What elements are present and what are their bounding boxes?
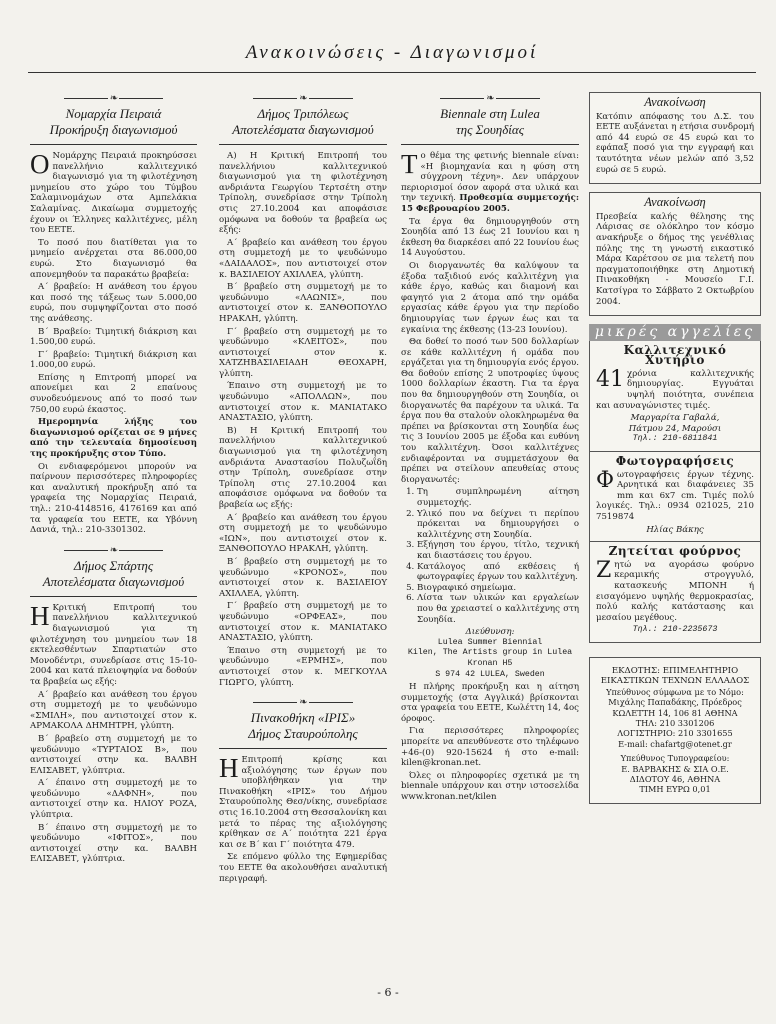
imprint-line: Μιχάλης Παπαδάκης, Πρόεδρος bbox=[608, 697, 742, 708]
classified-ad bbox=[589, 452, 761, 542]
ad-text bbox=[596, 467, 754, 523]
article-title bbox=[30, 106, 197, 138]
article-piraeus bbox=[30, 94, 197, 536]
article-title-line1: Δήμος Σπάρτης bbox=[73, 557, 154, 573]
paragraph: Β΄ βραβείο στη συμμετοχή με το ψευδώνυμο «ΤΥΡΤΑΙΟΣ Β», που αντιστοιχεί στην κα. ΒΑΛΒΗ ΕΛΙΣΑΒΕΤ, γλύπτρια. bbox=[30, 733, 197, 776]
classified-ad bbox=[589, 542, 761, 643]
announcement-title: Ανακοίνωση bbox=[644, 195, 706, 210]
title-rule bbox=[401, 144, 579, 145]
article-title bbox=[401, 106, 579, 138]
article-title-line2: Προκήρυξη διαγωνισμού bbox=[49, 122, 178, 137]
page-number: - 6 - bbox=[377, 986, 399, 999]
publisher-line: ΕΙΚΑΣΤΙΚΩΝ ΤΕΧΝΩΝ ΕΛΛΑΔΟΣ bbox=[600, 676, 750, 687]
address-line: Kronan H5 bbox=[467, 658, 513, 668]
article-title bbox=[219, 106, 387, 138]
ad-text bbox=[596, 366, 754, 411]
paragraph: Όλες οι πληροφορίες σχετικά με τη biennale υπάρχουν και στην ιστοσελίδα www.kronan.net/kilen bbox=[401, 770, 579, 803]
article-tripoli bbox=[219, 94, 387, 688]
paragraph: Το ποσό που διατίθεται για το μνημείο ανέρχεται στα 86.000,00 ευρώ. Στο διαγωνισμό θα απονεμηθούν τα παρακάτω βραβεία: bbox=[30, 237, 197, 280]
deadline-paragraph: Ημερομηνία λήξης του διαγωνισμού ορίζεται σε 9 μήνες από την τελευταία δημοσίευση της προκήρυξης στον Τύπο. bbox=[30, 417, 197, 460]
list-item: 6. Λίστα των υλικών και εργαλείων που θα χρειαστεί ο καλλιτέχνης στη Σουηδία. bbox=[417, 593, 579, 625]
ad-text bbox=[596, 557, 754, 624]
announcement-text: Πρεσβεία καλής θέλησης της Λάρισας σε ολόκληρο τον κόσμο ανακήρυξε ο δήμος της γενέθλιας πόλης της τη γνωστή εικαστικό Μάρα Καρέτσου σε μια τελετή που πραγματοποιήθηκε στη Δημοτική Πινακοθήκη - Μουσείο Γ.Ι. Κατσίγρα το Σάββατο 2 Οκτωβρίου 2004. bbox=[596, 211, 754, 307]
ad-contact: Ηλίας Βάκης bbox=[646, 524, 704, 535]
ad-title: Ζητείται φούρνος bbox=[608, 544, 742, 559]
ornament-divider: ❧ bbox=[401, 94, 579, 104]
page-header bbox=[28, 36, 756, 73]
paragraph: Β΄ έπαινο στη συμμετοχή με το ψευδώνυμο «ΙΦΙΤΟΣ», που αντιστοιχεί στην κα. ΒΑΛΒΗ ΕΛΙΣΑΒΕΤ, γλύπτρια. bbox=[30, 822, 197, 865]
paragraph: Β΄ βραβείο στη συμμετοχή με το ψευδώνυμο «ΛΑΩΝΙΣ», που αντιστοιχεί στον κ. ΞΑΝΘΟΠΟΥΛΟ ΗΡΑΚΛΗ, γλύπτη. bbox=[219, 282, 387, 324]
announcement-box bbox=[589, 192, 761, 316]
drop-cap: Η bbox=[30, 600, 50, 631]
paragraph-text: Επιτροπή κρίσης και αξιολόγησης των έργων που υποβλήθηκαν για την Πινακοθήκη «ΙΡΙΣ» του Δήμου Σταυρούπολης Θεσ/νίκης, συνεδρίασε στις 16.10.2004 στη Θεσσαλονίκη και μετά το πέρας της αξιολόγησης κρίθηκαν σε Α΄ ποιότητα 221 έργα και σε Β΄ και Γ΄ ποιότητα 479. bbox=[219, 755, 388, 850]
list-item: 3. Εξήγηση του έργου, τίτλο, τεχνική και διαστάσεις του έργου. bbox=[417, 540, 579, 561]
paragraph: Α΄ βραβείο και ανάθεση του έργου στη συμμετοχή με το ψευδώνυμο «ΔΑΙΔΑΛΟΣ», που αντιστοιχεί στον κ. ΒΑΣΙΛΕΙΟΥ ΑΧΙΛΛΕΑ, γλύπτη. bbox=[219, 237, 387, 280]
ornament-divider: ❧ bbox=[30, 546, 197, 556]
paragraph: Επίσης η Επιτροπή μπορεί να απονείμει και 2 επαίνους συνοδευόμενους από το ποσό των 750,00 ευρώ έκαστος. bbox=[30, 372, 197, 415]
publisher-line: ΕΚΔΟΤΗΣ: ΕΠΙΜΕΛΗΤΗΡΙΟ bbox=[611, 665, 739, 676]
paragraph: Α΄ έπαινο στη συμμετοχή με το ψευδώνυμο «ΔΑΦΝΗ», που αντιστοιχεί στην κα. ΗΛΙΟΥ ΡΟΖΑ, γλύπτρια. bbox=[30, 778, 197, 821]
address-line: Kilen, The Artists group in Lulea bbox=[407, 648, 573, 658]
paragraph bbox=[30, 600, 197, 688]
imprint-line: ΛΟΓΙΣΤΗΡΙΟ: 210 3301655 bbox=[617, 728, 733, 739]
article-title bbox=[30, 558, 197, 590]
paragraph: Α΄ βραβείο: Η ανάθεση του έργου και ποσό της τάξεως των 5.000,00 ευρώ, που συμψηφίζονται στο ποσό της ανάθεσης. bbox=[30, 282, 197, 324]
page-title: Ανακοινώσεις - Διαγωνισμοί bbox=[245, 42, 539, 63]
paragraph bbox=[219, 755, 387, 850]
announcement-box bbox=[589, 92, 761, 184]
article-title-line2: Αποτελέσματα διαγωνισμού bbox=[232, 122, 374, 137]
paragraph: Για περισσότερες πληροφορίες μπορείτε να απευθύνεστε στο τηλέφωνο +46-(0) 920-15624 ή στο e-mail: kilen@kronan.net. bbox=[401, 726, 579, 769]
article-title-line1: Δήμος Τριπόλεως bbox=[257, 106, 349, 121]
title-rule bbox=[30, 596, 197, 597]
paragraph: Α΄ βραβείο και ανάθεση του έργου στη συμμετοχή με το ψευδώνυμο «ΣΜΙΛΗ», που αντιστοιχεί στον κ. ΑΡΜΑΚΟΛΑ ΔΗΜΗΤΡΗ, γλύπτη. bbox=[30, 689, 197, 732]
ad-body: χρόνια καλλιτεχνικής δημιουργίας. Εγγυάται υψηλή ποιότητα, συνέπεια και ασυναγώνιστες τιμές. bbox=[596, 368, 754, 411]
announcement-title: Ανακοίνωση bbox=[644, 95, 706, 109]
ornament-divider: ❧ bbox=[30, 94, 197, 104]
list-item: 2. Υλικό που να δείχνει τι περίπου πρόκειται να δημιουργήσει ο καλλιτέχνης στη Σουηδία. bbox=[417, 509, 579, 541]
paragraph: Β΄ Βραβείο: Τιμητική διάκριση και 1.500,00 ευρώ. bbox=[30, 326, 197, 348]
drop-cap: Τ bbox=[401, 149, 418, 179]
ornament-divider: ❧ bbox=[219, 94, 387, 104]
article-title-line1: Πινακοθήκη «ΙΡΙΣ» bbox=[250, 710, 356, 726]
paragraph: Έπαινο στη συμμετοχή με το ψευδώνυμο «ΑΠΟΛΛΩΝ», που αντιστοιχεί στον κ. ΜΑΝΙΑΤΑΚΟ ΑΝΑΣΤΑΣΙΟ, γλύπτη. bbox=[219, 381, 387, 424]
article-title-line2: Αποτελέσματα διαγωνισμού bbox=[42, 573, 185, 589]
paragraph: Γ΄ βραβείο: Τιμητική διάκριση και 1.000,00 ευρώ. bbox=[30, 349, 197, 371]
list-item: 1. Τη συμπληρωμένη αίτηση συμμετοχής. bbox=[417, 487, 579, 508]
article-title-line1: Νομαρχία Πειραιά bbox=[65, 106, 162, 121]
paragraph bbox=[401, 151, 579, 215]
paragraph: Τα έργα θα δημιουργηθούν στη Σουηδία από 13 έως 21 Ιουνίου και η έκθεση θα διαρκέσει από 22 Ιουνίου έως 14 Αυγούστου. bbox=[401, 216, 579, 259]
paragraph-text: Κριτική Επιτροπή του πανελλήνιου καλλιτεχνικού διαγωνισμού για τη φιλοτέχνηση του μνημείου των 18 εκτελεσθέντων Σπαρτιατών στο Μονοδέντρι, συνεδρίασε στις 15-10-2004 και κατά πλειοψηφία να δοθούν τα βραβεία ως εξής: bbox=[30, 602, 197, 687]
paragraph: Β΄ βραβείο στη συμμετοχή με το ψευδώνυμο «ΚΡΟΝΟΣ», που αντιστοιχεί στον κ. ΒΑΣΙΛΕΙΟΥ ΑΧΙΛΛΕΑ, γλύπτη. bbox=[219, 556, 387, 599]
article-iris-gallery bbox=[219, 698, 387, 884]
ornament-divider: ❧ bbox=[219, 698, 387, 708]
imprint-line: ΤΗΛ: 210 3301206 bbox=[635, 717, 715, 728]
column-3 bbox=[401, 92, 579, 805]
drop-cap: Ο bbox=[30, 149, 50, 179]
paragraph: Α) Η Κριτική Επιτροπή του πανελλήνιου καλλιτεχνικού διαγωνισμού για τη φιλοτέχνηση ανδριάντα Γεωργίου Τερτσέτη στην Τρίπολη, συνεδρίασε στην Τρίπολη στις 27.10.2004 και αποφάσισε ομόφωνα να δοθούν τα βραβεία ως εξής: bbox=[219, 151, 387, 236]
title-rule bbox=[30, 144, 197, 145]
list-item: 5. Βιογραφικό σημείωμα. bbox=[417, 583, 579, 594]
paragraph bbox=[30, 151, 197, 236]
ad-title: Καλλιτεχνικό Χυτήριο bbox=[623, 342, 727, 368]
paragraph: Γ΄ βραβείο στη συμμετοχή με το ψευδώνυμο «ΚΛΕΙΤΟΣ», που αντιστοιχεί στον κ. ΧΑΤΖΗΒΑΣΙΛΕΙΑΔΗ ΘΕΟΧΑΡΗ, γλύπτη. bbox=[219, 326, 387, 379]
article-title-line1: Biennale στη Lulea bbox=[440, 106, 540, 121]
drop-cap: Η bbox=[219, 753, 239, 784]
ad-big-number: 41 bbox=[596, 366, 624, 392]
classified-ad bbox=[589, 341, 761, 452]
ad-drop-cap: Φ bbox=[596, 467, 615, 493]
ad-body: ητώ να αγοράσω φούρνο κεραμικής στρογγυλό, κατασκευής ΜΠΟΝΗ ή εισαγόμενο υψηλής θερμοκρασίας, πολύ καλής κατάστασης και μεσαίου μεγέθους. bbox=[596, 559, 754, 623]
classifieds-header: μικρές αγγελίες bbox=[589, 324, 761, 341]
paragraph-text: Νομάρχης Πειραιά προκηρύσσει πανελλήνιο καλλιτεχνικό διαγωνισμό για τη φιλοτέχνηση μνημείου στο χώρο του Τύμβου Σαλαμινομάχων στα Αμπελάκια Σαλαμίνας. Δικαίωμα συμμετοχής έχουν οι Έλληνες καλλιτέχνες, μέλη του ΕΕΤΕ. bbox=[30, 151, 197, 236]
address-label: Διεύθυνση: bbox=[465, 627, 515, 638]
address-line: Lulea Summer Biennial bbox=[437, 637, 543, 647]
imprint-box bbox=[589, 657, 761, 804]
address-line: S 974 42 LULEA, Sweden bbox=[435, 669, 545, 679]
paragraph: Α΄ βραβείο και ανάθεση του έργου στη συμμετοχή με το ψευδώνυμο «ΙΩΝ», που αντιστοιχεί στον κ. ΞΑΝΘΟΠΟΥΛΟ ΗΡΑΚΛΗ, γλύπτη. bbox=[219, 512, 387, 555]
article-title-line2: της Σουηδίας bbox=[455, 122, 525, 137]
imprint-email: E-mail: chafartg@otenet.gr bbox=[618, 738, 732, 749]
imprint-line: Υπεύθυνος σύμφωνα με το Νόμο: bbox=[606, 686, 744, 697]
column-2 bbox=[219, 92, 387, 894]
address-block bbox=[401, 627, 579, 680]
announcement-text: Κατόπιν απόφασης του Δ.Σ. του ΕΕΤΕ αυξάνεται η ετήσια συνδρομή από 44 ευρώ σε 45 ευρώ και το εφάπαξ ποσό για την εγγραφή και ταυτότητα νέων μελών από 3,52 ευρώ σε 5 ευρώ. bbox=[596, 111, 754, 175]
deadline-text: Προθεσμία συμμετοχής: 15 Φεβρουαρίου 2005. bbox=[401, 193, 579, 214]
article-title bbox=[219, 710, 387, 742]
paragraph: Οι ενδιαφερόμενοι μπορούν να παίρνουν περισσότερες πληροφορίες και αναλυτική προκήρυξη από τα γραφεία της Νομαρχίας Πειραιά, τηλ.: 210-4148516, 4176169 και από τα γραφεία του ΕΕΤΕ, κα Υβόννη Δανιά, τηλ.: 210-3301302. bbox=[30, 461, 197, 536]
imprint-line: Ε. ΒΑΡΒΑΚΗΣ & ΣΙΑ Ο.Ε. bbox=[621, 763, 729, 774]
article-sparta bbox=[30, 546, 197, 865]
requirements-list bbox=[401, 487, 579, 625]
paragraph: Θα δοθεί το ποσό των 500 δολλαρίων σε κάθε καλλιτέχνη ή ομάδα που εργάζεται για τη δημιουργία ενός έργου. Θα δοθούν επίσης 2 υποτροφίες ύψους 1000 δολλαρίων έκαστη. Για τα έργα που θα δημιουργηθούν στη Σουηδία, οι διοργανωτές θα παρέχουν τα υλικά. Τα έργα που θα σταλούν ολοκληρωμένα θα πρέπει να βρίσκονται στη Σουηδία έως τις 3 Ιουνίου 2005 με έξοδα και ευθύνη του καλλιτέχνη. Όσοι καλλιτέχνες ενδιαφέρονται να συμμετάσχουν θα πρέπει να στείλουν απευθείας στους διοργανωτές: bbox=[401, 337, 579, 485]
paragraph: Σε επόμενο φύλλο της Εφημερίδας του ΕΕΤΕ θα ακολουθήσει αναλυτική περιγραφή. bbox=[219, 852, 387, 884]
ad-contact: Μαργαρίτα Γαβαλά, bbox=[630, 413, 720, 424]
paragraph: Έπαινο στη συμμετοχή με το ψευδώνυμο «ΕΡΜΗΣ», που αντιστοιχεί στον κ. ΜΕΓΚΟΥΛΑ ΓΙΩΡΓΟ, γλύπτη. bbox=[219, 645, 387, 688]
ad-drop-cap: Ζ bbox=[596, 557, 612, 583]
imprint-line: Υπεύθυνος Τυπογραφείου: bbox=[620, 753, 730, 764]
imprint-line: ΔΙΔΟΤΟΥ 46, ΑΘΗΝΑ bbox=[629, 774, 721, 784]
imprint-price: ΤΙΜΗ ΕΥΡΩ 0,01 bbox=[639, 784, 711, 795]
column-4 bbox=[589, 92, 761, 804]
ad-body: ωτογραφήσεις έργων τέχνης. Αρνητικά και διαφάνειες 35 mm και 6x7 cm. Τιμές πολύ λογικές. Τηλ.: 0934 021025, 210 7519874 bbox=[596, 469, 754, 522]
paragraph: Β) Η Κριτική Επιτροπή του πανελλήνιου καλλιτεχνικού διαγωνισμού για τη φιλοτέχνηση ανδριάντα Αναστασίου Πολυζωΐδη στην Τρίπολη, συνεδρίασε στην Τρίπολη στις 27.10.2004 και αποφάσισε ομόφωνα να δοθούν τα βραβεία ως εξής: bbox=[219, 425, 387, 510]
paragraph: Οι διοργανωτές θα καλύψουν τα έξοδα ταξιδιού ενός καλλιτέχνη για κάθε έργο, καθώς και διαμονή και φαγητό για 2 άτομα από την ομάδα εργασίας κάθε έργου για την περίοδο δημιουργίας των έργων έως και τα εγκαίνια της έκθεσης (13-23 Ιουνίου). bbox=[401, 260, 579, 335]
ad-phone: Τηλ.: 210-6811841 bbox=[632, 434, 718, 444]
paragraph: Γ΄ βραβείο στη συμμετοχή με το ψευδώνυμο «ΟΡΦΕΑΣ», που αντιστοιχεί στον κ. ΜΑΝΙΑΤΑΚΟ ΑΝΑΣΤΑΣΙΟ, γλύπτη. bbox=[219, 601, 387, 644]
paragraph-text: ο θέμα της φετινής biennale είναι: «Η βιομηχανία και η φύση στη σύγχρονη τέχνη». Δεν υπάρχουν περιορισμοί όσον αφορά στα υλικά και την τεχνική. bbox=[401, 151, 579, 204]
ad-phone: Τηλ.: 210-2235673 bbox=[632, 625, 718, 635]
article-title-line2: Δήμος Σταυρούπολης bbox=[248, 726, 358, 742]
title-rule bbox=[219, 748, 387, 749]
title-rule bbox=[219, 144, 387, 145]
ad-title: Φωτογραφήσεις bbox=[615, 454, 735, 469]
list-item: 4. Κατάλογος από εκθέσεις ή φωτογραφίες έργων του καλλιτέχνη. bbox=[417, 562, 579, 583]
column-1 bbox=[30, 92, 197, 875]
imprint-line: ΚΩΛΕΤΤΗ 14, 106 81 ΑΘΗΝΑ bbox=[612, 707, 738, 718]
ad-contact: Πάτμου 24, Μαρούσι bbox=[628, 423, 722, 434]
paragraph: Η πλήρης προκήρυξη και η αίτηση συμμετοχής (στα Αγγλικά) βρίσκονται στα γραφεία του ΕΕΤΕ, Κωλέττη 14, 4ος όροφος. bbox=[401, 682, 579, 724]
